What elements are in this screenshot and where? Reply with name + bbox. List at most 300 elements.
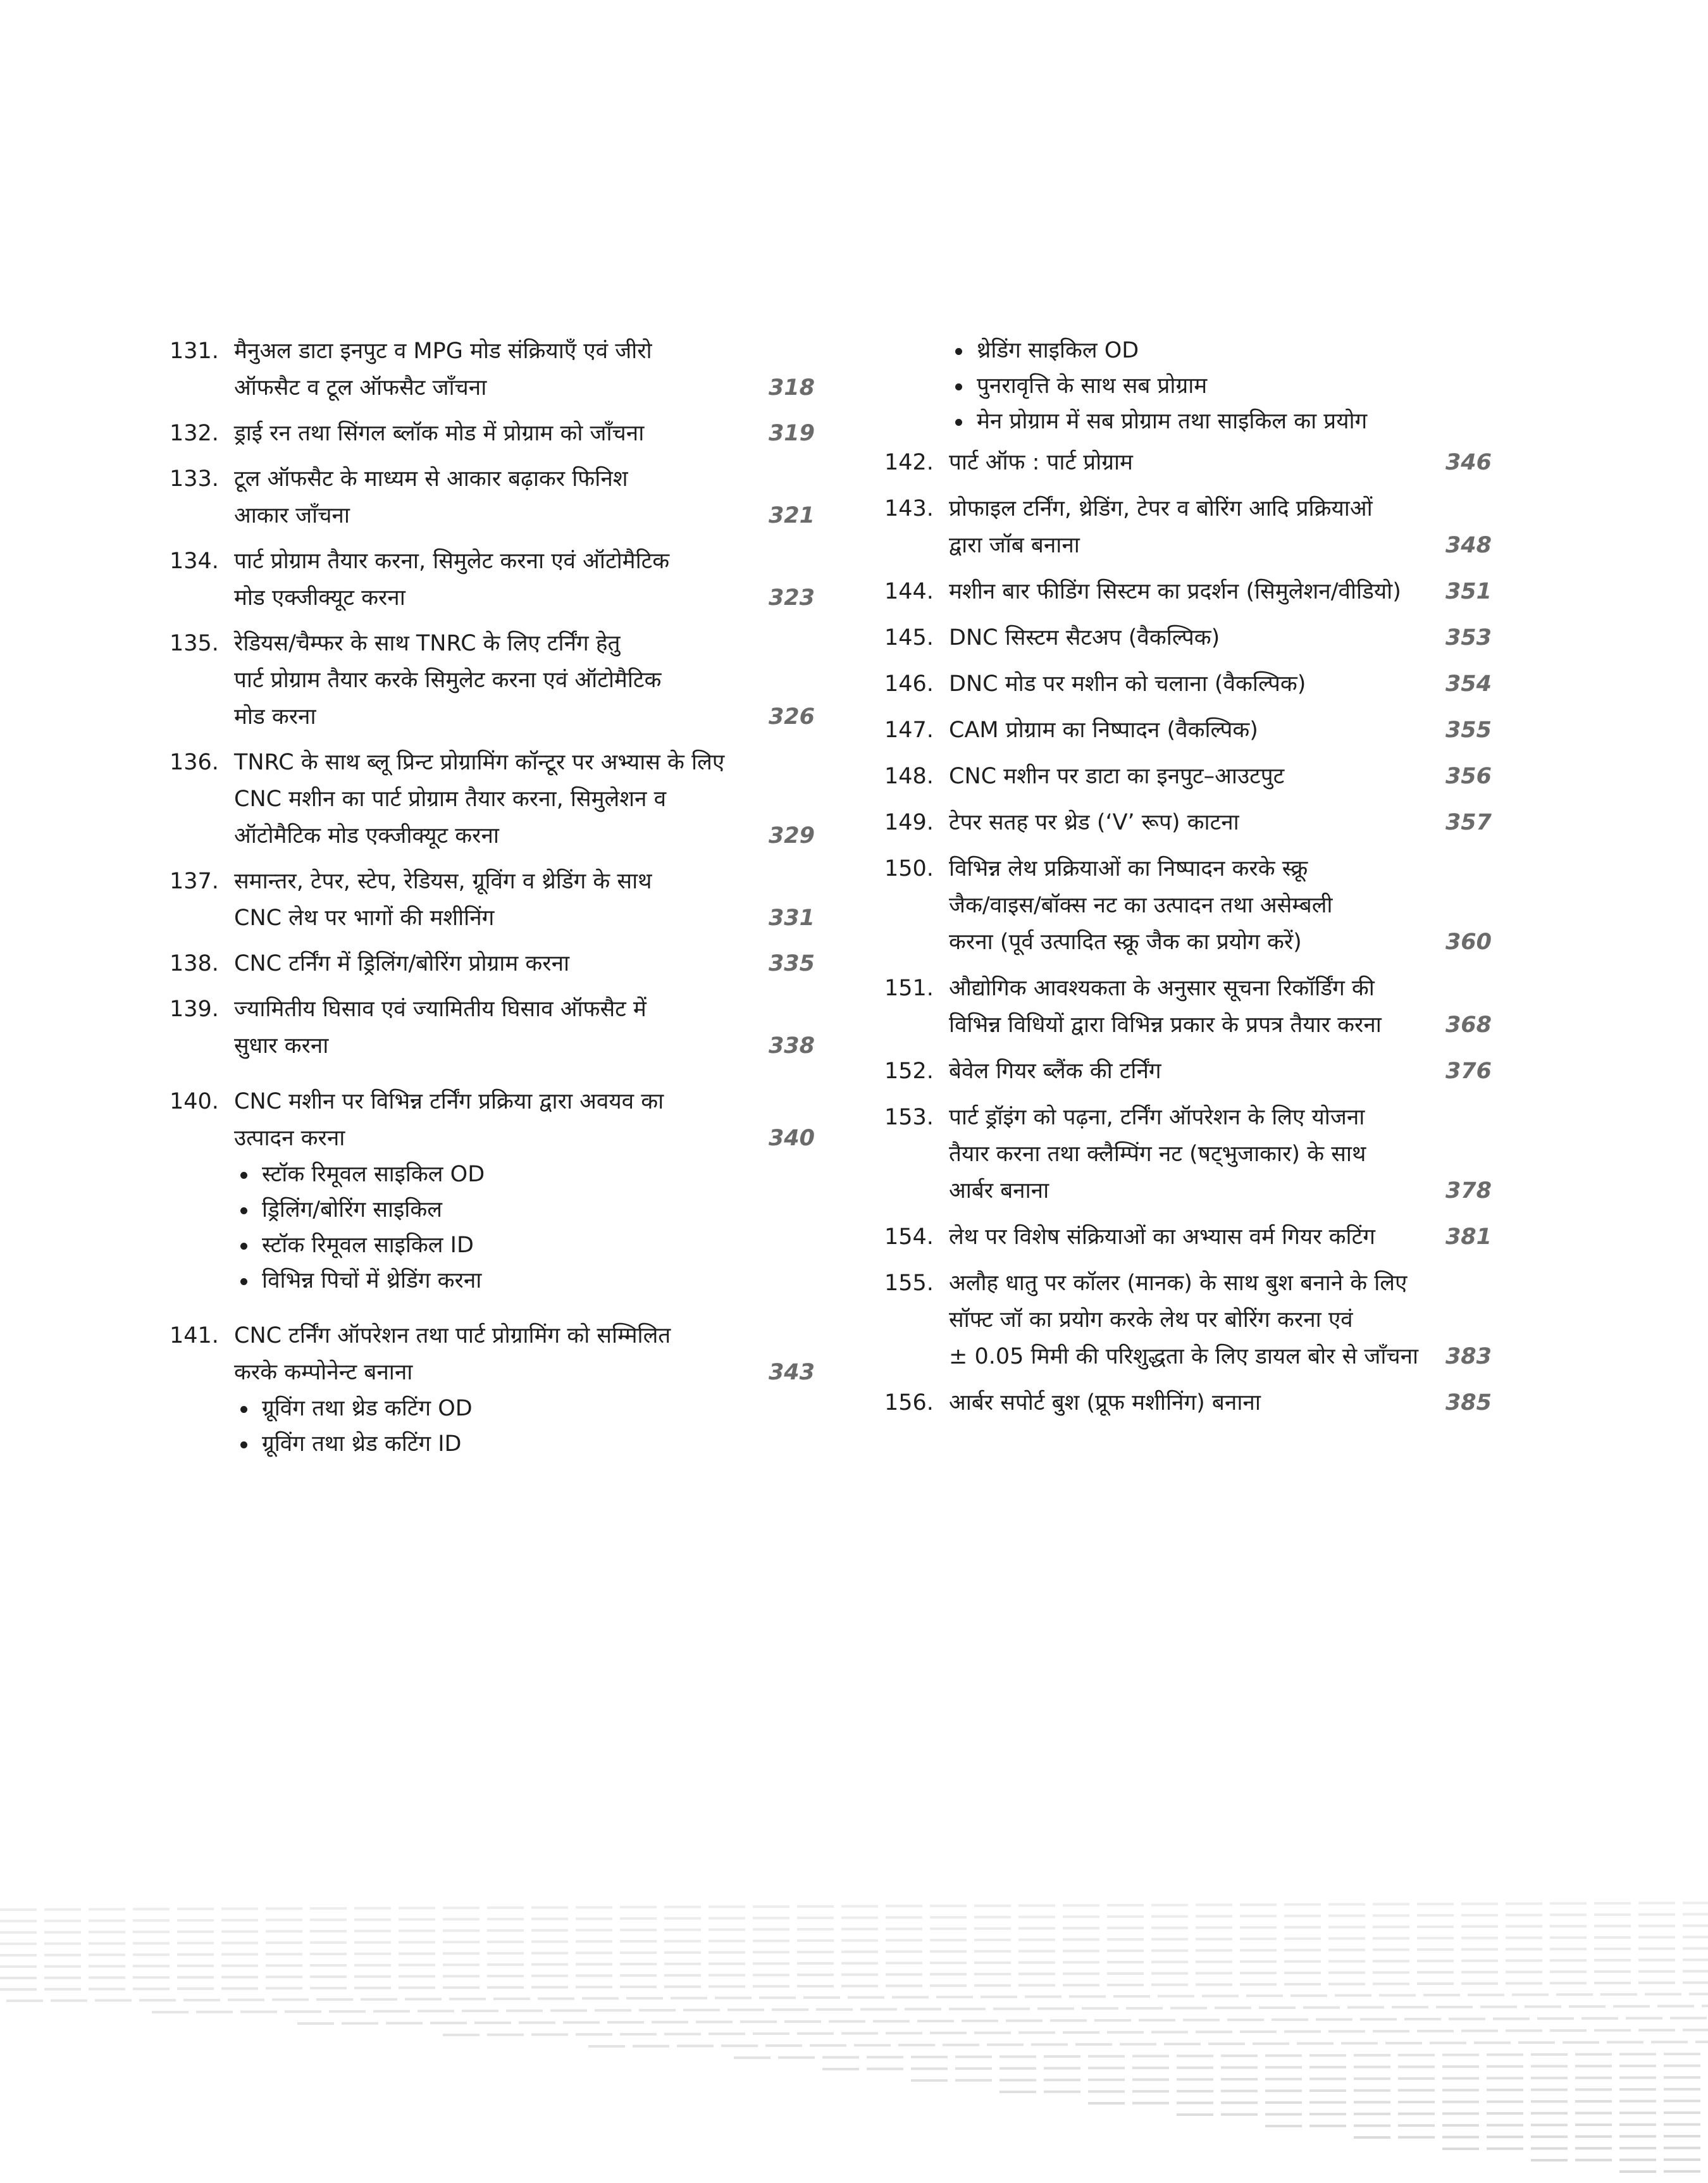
decor-stripe-segment xyxy=(1347,2006,1384,2008)
decor-stripe-segment xyxy=(1107,1927,1144,1929)
decor-stripe-segment xyxy=(266,1941,302,1944)
toc-page-number: 348 xyxy=(1445,533,1492,558)
decor-stripe-segment xyxy=(1246,1994,1283,1997)
decor-stripe-segment xyxy=(361,1998,397,2001)
decor-stripe-segment xyxy=(1417,1960,1454,1962)
decor-stripe-segment xyxy=(443,1906,480,1909)
decor-stripe-segment xyxy=(1461,2030,1498,2032)
decor-stripe-segment xyxy=(1063,2031,1099,2034)
decor-stripe-segment xyxy=(1638,1970,1675,1973)
toc-entry-title-line: लेथ पर विशेष संक्रियाओं का अभ्यास वर्म गियर कटिंग xyxy=(949,1224,1375,1250)
decor-stripe-segment xyxy=(1107,1961,1144,1963)
decor-stripe-segment xyxy=(1151,1915,1188,1918)
decor-stripe-segment xyxy=(1417,1914,1454,1917)
toc-entry-number: 136. xyxy=(170,750,219,775)
decor-stripe-segment xyxy=(1272,2018,1308,2021)
decor-stripe-segment xyxy=(177,1965,214,1967)
decor-stripe-segment xyxy=(999,2079,1036,2081)
toc-entry[interactable] xyxy=(170,945,815,982)
decor-stripe-segment xyxy=(1550,1959,1587,1962)
decor-stripe-segment xyxy=(1474,2041,1511,2044)
decor-stripe-segment xyxy=(576,1906,612,1908)
toc-entry-number: 151. xyxy=(884,976,934,1001)
decor-stripe-segment xyxy=(1645,1993,1681,1996)
decor-stripe-segment xyxy=(1619,2170,1656,2173)
toc-page-number: 381 xyxy=(1445,1224,1492,1250)
decor-stripe-segment xyxy=(1638,1936,1675,1939)
toc-sub-bullet-list xyxy=(234,1157,815,1298)
decor-stripe-segment xyxy=(44,1954,81,1956)
toc-entry-title-line: ड्राई रन तथा सिंगल ब्लॉक मोड में प्रोग्राम को जाँचना xyxy=(234,421,645,446)
decor-stripe-segment xyxy=(1531,2147,1568,2149)
decor-stripe-segment xyxy=(0,1977,37,1979)
toc-entry[interactable] xyxy=(884,1265,1492,1375)
toc-entry[interactable] xyxy=(884,444,1492,481)
decor-stripe-segment xyxy=(917,2020,954,2022)
decor-stripe-segment xyxy=(753,1951,789,1953)
decor-stripe-segment xyxy=(886,1962,922,1964)
toc-entry[interactable] xyxy=(170,744,815,854)
decor-stripe-segment xyxy=(1575,2159,1612,2161)
toc-page-number: 385 xyxy=(1445,1390,1492,1415)
toc-entry[interactable] xyxy=(170,1317,815,1462)
decor-stripe-segment xyxy=(1487,2100,1523,2103)
toc-entry-title-line: विभिन्न विधियों द्वारा विभिन्न प्रकार के प्रपत्र तैयार करना xyxy=(949,1012,1382,1038)
decor-stripe-segment xyxy=(531,2033,568,2036)
decor-stripe-segment xyxy=(709,1929,745,1931)
toc-entry-number: 132. xyxy=(170,421,219,446)
decor-stripe-segment xyxy=(993,2008,1030,2010)
toc-entry[interactable] xyxy=(170,543,815,616)
decor-stripe-segment xyxy=(1196,1972,1232,1974)
decor-stripe-segment xyxy=(1132,2102,1169,2105)
decor-stripe-segment xyxy=(886,1939,922,1941)
decor-stripe-segment xyxy=(1120,2043,1156,2046)
decor-stripe-segment xyxy=(1139,2019,1175,2022)
decor-stripe-segment xyxy=(936,1996,973,1998)
decor-stripe-segment xyxy=(1208,2043,1245,2045)
decor-stripe-segment xyxy=(1417,1982,1454,1985)
toc-entry-title-line: ऑटोमैटिक मोड एक्जीक्यूट करना xyxy=(234,823,499,849)
decor-stripe-segment xyxy=(1594,1925,1631,1927)
decor-stripe-segment xyxy=(1221,2078,1258,2080)
decor-stripe-segment xyxy=(563,2021,600,2024)
toc-entry-title-line: समान्तर, टेपर, स्टेप, रेडियस, ग्रूविंग व थ्रेडिंग के साथ xyxy=(234,869,652,894)
decor-stripe-segment xyxy=(664,1929,701,1931)
decor-stripe-segment xyxy=(1518,2041,1555,2044)
decor-stripe-segment xyxy=(911,2067,948,2070)
decor-stripe-segment xyxy=(1196,1937,1232,1940)
decorative-stripes xyxy=(0,1898,1708,2183)
decor-stripe-segment xyxy=(1373,2030,1409,2032)
decor-stripe-segment xyxy=(652,2021,688,2024)
decor-stripe-segment xyxy=(1265,2113,1302,2115)
decor-stripe-segment xyxy=(1177,2101,1213,2104)
decor-stripe-segment xyxy=(221,1919,258,1922)
decor-stripe-segment xyxy=(1506,1913,1542,1916)
decor-stripe-segment xyxy=(44,1965,81,1968)
toc-page-number: 340 xyxy=(768,1126,815,1151)
decor-stripe-segment xyxy=(487,1929,524,1932)
decor-stripe-segment xyxy=(89,1987,125,1990)
decor-stripe-segment xyxy=(354,1953,391,1955)
toc-entry[interactable] xyxy=(170,333,815,406)
decor-stripe-segment xyxy=(1398,2065,1435,2068)
decor-stripe-segment xyxy=(373,2010,410,2013)
toc-entry[interactable] xyxy=(884,712,1492,749)
decor-stripe-segment xyxy=(177,1976,214,1979)
toc-entry[interactable] xyxy=(884,490,1492,564)
decor-stripe-segment xyxy=(1354,2089,1390,2092)
toc-entry-title-line: पार्ट ड्रॉइंग को पढ़ना, टर्निंग ऑपरेशन के लिए योजना xyxy=(949,1105,1365,1130)
toc-entry[interactable] xyxy=(884,1053,1492,1090)
decor-stripe-segment xyxy=(709,1940,745,1943)
decor-stripe-segment xyxy=(1638,2029,1675,2031)
decor-stripe-segment xyxy=(266,1907,302,1910)
decor-stripe-segment xyxy=(1398,2089,1435,2091)
decor-stripe-segment xyxy=(1284,1983,1321,1986)
decor-stripe-segment xyxy=(1683,1901,1708,1904)
decor-stripe-segment xyxy=(1398,2101,1435,2103)
toc-entry[interactable] xyxy=(884,1099,1492,1209)
decor-stripe-segment xyxy=(1196,1960,1232,1963)
continued-bullet-list xyxy=(949,333,1492,439)
toc-entry[interactable] xyxy=(884,1384,1492,1421)
toc-entry-number: 148. xyxy=(884,764,934,789)
decor-stripe-segment xyxy=(1531,2089,1568,2091)
decor-stripe-segment xyxy=(1328,1937,1365,1940)
decor-stripe-segment xyxy=(1638,1913,1675,1916)
toc-entry-title-line: DNC सिस्टम सैटअप (वैकल्पिक) xyxy=(949,625,1220,650)
toc-entry[interactable] xyxy=(170,415,815,452)
toc-entry[interactable] xyxy=(884,970,1492,1043)
decor-stripe-segment xyxy=(981,1996,1017,1998)
decor-stripe-segment xyxy=(133,1919,170,1922)
decor-stripe-segment xyxy=(0,1931,37,1934)
toc-page-number: 331 xyxy=(768,905,815,931)
decor-stripe-segment xyxy=(1177,2078,1213,2080)
decor-stripe-segment xyxy=(1417,1937,1454,1939)
toc-entry-number: 155. xyxy=(884,1271,934,1296)
decor-stripe-segment xyxy=(1063,1972,1099,1975)
decor-stripe-segment xyxy=(1683,1947,1708,1950)
decor-stripe-segment xyxy=(1309,2054,1346,2056)
toc-entry-title-line: पार्ट प्रोग्राम तैयार करना, सिमुलेट करना एवं ऑटोमैटिक xyxy=(234,549,670,574)
decor-stripe-segment xyxy=(1461,1948,1498,1951)
decor-stripe-segment xyxy=(664,1917,701,1920)
decor-stripe-segment xyxy=(1575,2111,1612,2114)
decor-stripe-segment xyxy=(709,2032,745,2035)
toc-entry[interactable] xyxy=(170,461,815,534)
decor-stripe-segment xyxy=(1594,1948,1631,1950)
toc-entry[interactable] xyxy=(170,1083,815,1298)
decor-stripe-segment xyxy=(1461,1925,1498,1928)
toc-entry-title-line: द्वारा जॉब बनाना xyxy=(949,533,1080,558)
decor-stripe-segment xyxy=(1240,2031,1277,2033)
decor-stripe-segment xyxy=(620,1906,657,1908)
decor-stripe-segment xyxy=(1132,2055,1169,2057)
decor-stripe-segment xyxy=(1164,2043,1201,2045)
decor-stripe-segment xyxy=(1158,1995,1194,1998)
decor-stripe-segment xyxy=(734,2056,770,2059)
toc-entry-number: 154. xyxy=(884,1224,934,1250)
decor-stripe-segment xyxy=(1309,2101,1346,2104)
decor-stripe-segment xyxy=(399,1963,435,1966)
decor-stripe-segment xyxy=(1044,2091,1080,2093)
toc-entry-title-line: औद्योगिक आवश्यकता के अनुसार सूचना रिकॉर्डिंग की xyxy=(949,976,1375,1001)
decor-stripe-segment xyxy=(999,2067,1036,2070)
decor-stripe-segment xyxy=(784,2020,821,2023)
decor-stripe-segment xyxy=(753,2032,789,2035)
toc-entry-title-line: जैक/वाइस/बॉक्स नट का उत्पादन तथा असेम्बली xyxy=(949,893,1333,918)
decor-stripe-segment xyxy=(342,2022,378,2025)
decor-stripe-segment xyxy=(1063,1915,1099,1918)
decor-stripe-segment xyxy=(133,1931,170,1933)
decor-stripe-segment xyxy=(1550,1982,1587,1984)
toc-page-number: 318 xyxy=(768,375,815,401)
decor-stripe-segment xyxy=(1107,1904,1144,1906)
decor-stripe-segment xyxy=(829,2020,865,2023)
decor-stripe-segment xyxy=(955,2079,992,2082)
decor-stripe-segment xyxy=(139,1999,176,2001)
decor-stripe-segment xyxy=(753,1974,789,1976)
decor-stripe-segment xyxy=(1531,2053,1568,2056)
decor-stripe-segment xyxy=(1309,2066,1346,2068)
decor-stripe-segment xyxy=(177,1953,214,1956)
toc-entry-title-line: विभिन्न लेथ प्रक्रियाओं का निष्पादन करके स्क्रू xyxy=(949,856,1308,881)
decor-stripe-segment xyxy=(1683,2029,1708,2031)
decor-stripe-segment xyxy=(1265,2078,1302,2080)
decor-stripe-segment xyxy=(531,1918,568,1920)
decor-stripe-segment xyxy=(1094,2019,1131,2022)
decor-stripe-segment xyxy=(430,2022,467,2024)
toc-entry[interactable] xyxy=(884,573,1492,610)
decor-stripe-segment xyxy=(221,1953,258,1956)
toc-entry[interactable] xyxy=(884,666,1492,702)
decor-stripe-segment xyxy=(1284,1903,1321,1906)
decor-stripe-segment xyxy=(1664,2170,1700,2173)
decor-stripe-segment xyxy=(1373,1948,1409,1951)
decor-stripe-segment xyxy=(1461,1937,1498,1939)
toc-entry-title-line: मैनुअल डाटा इनपुट व MPG मोड संक्रियाएँ एवं जीरो xyxy=(234,339,652,364)
decor-stripe-segment xyxy=(1309,2125,1346,2127)
toc-entry-number: 137. xyxy=(170,869,219,894)
decor-stripe-segment xyxy=(620,1963,657,1965)
toc-entry-number: 142. xyxy=(884,450,934,475)
decor-stripe-segment xyxy=(418,2010,454,2012)
decor-stripe-segment xyxy=(443,1975,480,1977)
decor-stripe-segment xyxy=(1297,2043,1334,2045)
decor-stripe-segment xyxy=(310,1987,347,1989)
toc-entry-number: 133. xyxy=(170,466,219,492)
decor-stripe-segment xyxy=(709,1951,745,1954)
decor-stripe-segment xyxy=(1177,2055,1213,2057)
toc-entry[interactable] xyxy=(884,619,1492,656)
decor-stripe-segment xyxy=(1619,2053,1656,2055)
decor-stripe-segment xyxy=(177,1908,214,1910)
decor-stripe-segment xyxy=(1221,2055,1258,2057)
decor-stripe-segment xyxy=(576,1951,612,1954)
toc-entry[interactable] xyxy=(884,1219,1492,1255)
decor-stripe-segment xyxy=(1069,1995,1106,1998)
toc-entry-number: 144. xyxy=(884,579,934,604)
decor-stripe-segment xyxy=(310,1953,347,1955)
toc-entry-title-line: आकार जाँचना xyxy=(234,503,350,528)
decor-stripe-segment xyxy=(1664,2099,1700,2102)
decor-stripe-segment xyxy=(1442,2148,1479,2150)
toc-entry-title-line: CNC मशीन पर डाटा का इनपुट–आउटपुट xyxy=(949,764,1285,789)
decor-stripe-segment xyxy=(1493,2017,1530,2020)
decor-stripe-segment xyxy=(1151,1938,1188,1941)
decor-stripe-segment xyxy=(1354,2136,1390,2139)
decor-stripe-segment xyxy=(867,2068,903,2070)
decor-stripe-segment xyxy=(1284,1972,1321,1974)
toc-entry-number: 153. xyxy=(884,1105,934,1130)
decor-stripe-segment xyxy=(1303,2006,1340,2009)
toc-entry-title-line: पार्ट प्रोग्राम तैयार करके सिमुलेट करना एवं ऑटोमैटिक xyxy=(234,668,662,693)
decor-stripe-segment xyxy=(974,1905,1011,1907)
decor-stripe-segment xyxy=(1487,2065,1523,2068)
decor-stripe-segment xyxy=(1664,2147,1700,2149)
toc-entry-title-line: DNC मोड पर मशीन को चलाना (वैकल्पिक) xyxy=(949,671,1306,697)
decor-stripe-segment xyxy=(1487,2077,1523,2079)
decor-stripe-segment xyxy=(1240,1937,1277,1940)
decor-stripe-segment xyxy=(487,1918,524,1920)
toc-entry[interactable] xyxy=(170,625,815,735)
decor-stripe-segment xyxy=(183,1999,220,2001)
decor-stripe-segment xyxy=(1619,2077,1656,2079)
decor-stripe-segment xyxy=(1037,2007,1074,2010)
decor-stripe-segment xyxy=(1006,2020,1043,2022)
decor-stripe-segment xyxy=(1461,1914,1498,1917)
decor-stripe-segment xyxy=(386,2022,423,2024)
decor-stripe-segment xyxy=(576,2033,612,2036)
toc-entry-title-line: करके कम्पोनेन्ट बनाना xyxy=(234,1360,413,1385)
decor-stripe-segment xyxy=(797,1905,834,1908)
toc-entry-number: 143. xyxy=(884,496,934,521)
decor-stripe-segment xyxy=(1531,2065,1568,2068)
decor-stripe-segment xyxy=(1436,2006,1473,2008)
decor-stripe-segment xyxy=(1373,1914,1409,1917)
toc-entry[interactable] xyxy=(884,804,1492,841)
decor-stripe-segment xyxy=(1423,1994,1460,1996)
toc-entry[interactable] xyxy=(884,758,1492,795)
decor-stripe-segment xyxy=(1613,2005,1650,2008)
decor-stripe-segment xyxy=(1063,1961,1099,1963)
toc-entry-number: 140. xyxy=(170,1089,219,1114)
decor-stripe-segment xyxy=(266,1987,302,1989)
decor-stripe-segment xyxy=(1461,1971,1498,1974)
decor-stripe-segment xyxy=(1575,2147,1612,2149)
toc-page-number: 346 xyxy=(1445,450,1492,475)
decor-stripe-segment xyxy=(1442,2124,1479,2127)
decor-stripe-segment xyxy=(1177,2113,1213,2116)
decor-stripe-segment xyxy=(1044,2067,1080,2070)
decor-stripe-segment xyxy=(1018,1939,1055,1941)
toc-page-number: 355 xyxy=(1445,718,1492,743)
decor-stripe-segment xyxy=(588,2045,625,2048)
decor-stripe-segment xyxy=(664,1963,701,1965)
decor-stripe-segment xyxy=(354,1941,391,1944)
decor-stripe-segment xyxy=(399,1929,435,1932)
decor-stripe-segment xyxy=(1398,2136,1435,2139)
decor-stripe-segment xyxy=(0,1908,37,1911)
decor-stripe-segment xyxy=(1594,1902,1631,1905)
toc-entry[interactable] xyxy=(170,991,815,1064)
decor-stripe-segment xyxy=(1594,1913,1631,1916)
decor-stripe-segment xyxy=(443,1918,480,1920)
decor-stripe-segment xyxy=(89,1953,125,1956)
decor-stripe-segment xyxy=(860,2008,897,2011)
decor-stripe-segment xyxy=(576,1917,612,1920)
decor-stripe-segment xyxy=(1088,2067,1125,2069)
decor-stripe-segment xyxy=(1404,2018,1441,2020)
toc-entry-title-line: बेवेल गियर ब्लैंक की टर्निंग xyxy=(949,1059,1161,1084)
decor-stripe-segment xyxy=(1461,1960,1498,1962)
decor-stripe-segment xyxy=(1063,1904,1099,1906)
toc-entry-number: 139. xyxy=(170,997,219,1022)
decor-stripe-segment xyxy=(633,2045,669,2048)
decor-stripe-segment xyxy=(1151,1927,1188,1929)
decor-stripe-segment xyxy=(1398,2113,1435,2115)
decor-stripe-segment xyxy=(1594,1959,1631,1962)
decor-stripe-segment xyxy=(1683,1970,1708,1972)
decor-stripe-segment xyxy=(228,1999,264,2001)
decor-stripe-segment xyxy=(911,2079,948,2082)
decor-stripe-segment xyxy=(930,1916,967,1919)
decor-stripe-segment xyxy=(709,1974,745,1977)
decor-stripe-segment xyxy=(841,1905,878,1908)
decor-stripe-segment xyxy=(1664,2088,1700,2091)
decor-stripe-segment xyxy=(1196,1926,1232,1929)
decor-stripe-segment xyxy=(297,2022,334,2025)
decor-stripe-segment xyxy=(1531,2077,1568,2079)
toc-page-number: 376 xyxy=(1445,1059,1492,1084)
decor-stripe-segment xyxy=(1619,2088,1656,2091)
decor-stripe-segment xyxy=(310,1975,347,1978)
decor-stripe-segment xyxy=(999,2055,1036,2058)
decor-stripe-segment xyxy=(399,1906,435,1909)
decor-stripe-segment xyxy=(677,2044,714,2047)
decor-stripe-segment xyxy=(759,1996,796,1999)
toc-page-number: 351 xyxy=(1445,579,1492,604)
decor-stripe-segment xyxy=(1695,2041,1708,2043)
decor-stripe-segment xyxy=(1468,1994,1504,1996)
decor-stripe-segment xyxy=(1563,2041,1599,2044)
decor-stripe-segment xyxy=(531,1941,568,1943)
decor-stripe-segment xyxy=(715,1997,752,2000)
decor-stripe-segment xyxy=(443,1941,480,1943)
decor-stripe-segment xyxy=(1619,2147,1656,2149)
decor-stripe-segment xyxy=(1335,1994,1371,1997)
decor-stripe-segment xyxy=(1354,2113,1390,2115)
toc-entry[interactable] xyxy=(884,850,1492,961)
decor-stripe-segment xyxy=(443,1986,480,1989)
toc-entry[interactable] xyxy=(170,863,815,936)
decor-stripe-segment xyxy=(1531,2159,1568,2161)
decor-stripe-segment xyxy=(1284,2031,1321,2033)
decor-stripe-segment xyxy=(1506,1936,1542,1939)
decor-stripe-segment xyxy=(443,1952,480,1955)
decor-stripe-segment xyxy=(538,1998,574,2000)
decor-stripe-segment xyxy=(177,1987,214,1990)
decor-stripe-segment xyxy=(740,2020,777,2023)
decor-stripe-segment xyxy=(443,1929,480,1932)
toc-entry-number: 147. xyxy=(884,718,934,743)
decor-stripe-segment xyxy=(1449,2018,1485,2020)
decor-stripe-segment xyxy=(753,1985,789,1987)
decor-stripe-segment xyxy=(1240,1903,1277,1906)
